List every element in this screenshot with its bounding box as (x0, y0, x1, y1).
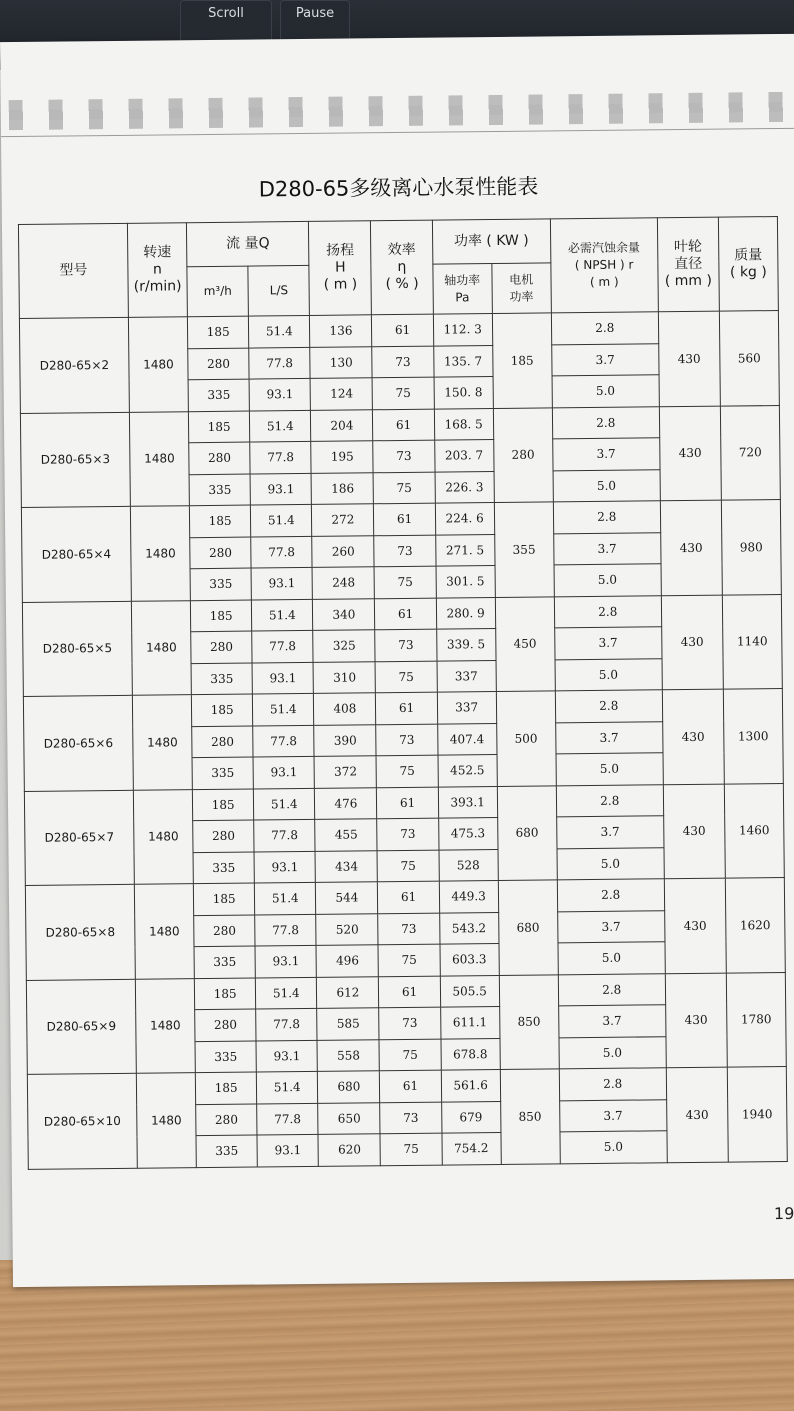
header-power: 功率 ( KW ) (432, 219, 551, 264)
impeller-cell: 430 (660, 500, 722, 595)
shaft-power-cell: 603.3 (440, 943, 499, 975)
header-rule (1, 128, 794, 137)
flow-ls-cell: 93.1 (257, 1134, 318, 1166)
head-cell: 124 (310, 378, 372, 410)
header-speed: 转速 n (r/min) (127, 223, 187, 318)
efficiency-cell: 73 (376, 724, 437, 756)
mass-cell: 560 (719, 311, 779, 406)
impeller-cell: 430 (658, 311, 720, 406)
mass-cell: 1780 (726, 972, 786, 1067)
shaft-power-cell: 452.5 (438, 754, 497, 786)
head-cell: 310 (313, 661, 375, 693)
flow-ls-cell: 93.1 (253, 756, 314, 788)
shaft-power-cell: 449.3 (439, 880, 498, 912)
mass-cell: 1140 (722, 594, 782, 689)
speed-cell: 1480 (136, 1073, 196, 1168)
table-row (22, 594, 781, 633)
header-head: 扬程 H ( m ) (309, 221, 372, 316)
speed-cell: 1480 (128, 317, 188, 412)
efficiency-cell: 75 (376, 755, 437, 787)
speed-cell: 1480 (132, 695, 192, 790)
head-cell: 620 (318, 1134, 380, 1166)
shaft-power-cell: 393.1 (438, 786, 497, 818)
shaft-power-cell: 678.8 (441, 1038, 500, 1070)
shaft-power-cell: 203. 7 (434, 440, 493, 472)
model-cell: D280-65×6 (23, 695, 133, 791)
impeller-cell: 430 (659, 406, 721, 501)
flow-m3h-cell: 335 (191, 663, 252, 695)
npsh-cell: 3.7 (557, 910, 664, 943)
efficiency-cell: 75 (375, 566, 436, 598)
speed-cell: 1480 (130, 506, 190, 601)
flow-m3h-cell: 280 (192, 726, 253, 758)
speed-cell: 1480 (135, 978, 195, 1073)
mass-cell: 1940 (727, 1066, 787, 1161)
head-cell: 136 (310, 315, 372, 347)
header-flow-ls: L/S (248, 265, 310, 316)
document-page (0, 34, 794, 1287)
shaft-power-cell: 112. 3 (433, 314, 492, 346)
npsh-cell: 2.8 (556, 784, 663, 817)
shaft-power-cell: 271. 5 (435, 534, 494, 566)
impeller-cell: 430 (664, 878, 726, 973)
flow-ls-cell: 51.4 (249, 315, 310, 347)
efficiency-cell: 75 (377, 850, 438, 882)
head-cell: 680 (318, 1071, 380, 1103)
npsh-cell: 5.0 (556, 753, 663, 786)
shaft-power-cell: 754.2 (442, 1132, 501, 1164)
flow-m3h-cell: 280 (188, 348, 249, 380)
efficiency-cell: 73 (377, 818, 438, 850)
head-cell: 520 (316, 913, 378, 945)
efficiency-cell: 73 (379, 1007, 440, 1039)
npsh-cell: 2.8 (558, 973, 665, 1006)
shaft-power-cell: 280. 9 (436, 597, 495, 629)
flow-m3h-cell: 280 (194, 915, 255, 947)
flow-ls-cell: 93.1 (252, 662, 313, 694)
head-cell: 204 (311, 409, 373, 441)
flow-ls-cell: 51.4 (253, 693, 314, 725)
npsh-cell: 5.0 (552, 375, 659, 408)
npsh-cell: 2.8 (557, 879, 664, 912)
table-body (19, 311, 787, 1169)
impeller-cell: 430 (663, 784, 725, 879)
flow-ls-cell: 51.4 (255, 882, 316, 914)
motor-power-cell: 680 (498, 880, 558, 975)
flow-ls-cell: 77.8 (255, 914, 316, 946)
flow-m3h-cell: 280 (193, 820, 254, 852)
efficiency-cell: 61 (379, 976, 440, 1008)
efficiency-cell: 61 (373, 409, 434, 441)
header-flow: 流 量Q (187, 221, 310, 266)
header-shaft-power: 轴功率 Pa (432, 264, 492, 315)
model-cell: D280-65×8 (25, 884, 135, 980)
shaft-power-cell: 337 (437, 691, 496, 723)
shaft-power-cell: 611.1 (440, 1006, 499, 1038)
model-cell: D280-65×10 (27, 1073, 137, 1169)
head-cell: 585 (317, 1008, 379, 1040)
model-cell: D280-65×2 (19, 317, 129, 413)
flow-m3h-cell: 280 (189, 442, 250, 474)
npsh-cell: 5.0 (559, 1036, 666, 1069)
shaft-power-cell: 407.4 (437, 723, 496, 755)
flow-m3h-cell: 185 (192, 789, 253, 821)
head-cell: 496 (316, 945, 378, 977)
shaft-power-cell: 528 (439, 849, 498, 881)
efficiency-cell: 73 (380, 1102, 441, 1134)
efficiency-cell: 73 (373, 440, 434, 472)
efficiency-cell: 61 (377, 787, 438, 819)
efficiency-cell: 75 (379, 1039, 440, 1071)
impeller-cell: 430 (661, 595, 723, 690)
flow-m3h-cell: 335 (188, 379, 249, 411)
shaft-power-cell: 475.3 (438, 817, 497, 849)
table-row (19, 311, 778, 350)
head-cell: 544 (316, 882, 378, 914)
model-cell: D280-65×5 (22, 601, 132, 697)
head-cell: 248 (312, 567, 374, 599)
table-row (20, 405, 779, 444)
shaft-power-cell: 561.6 (441, 1069, 500, 1101)
motor-power-cell: 355 (494, 502, 554, 597)
efficiency-cell: 61 (380, 1070, 441, 1102)
flow-m3h-cell: 280 (196, 1104, 257, 1136)
flow-ls-cell: 77.8 (249, 347, 310, 379)
npsh-cell: 5.0 (560, 1131, 667, 1164)
motor-power-cell: 450 (495, 596, 555, 691)
efficiency-cell: 75 (373, 377, 434, 409)
motor-power-cell: 185 (492, 313, 552, 408)
speed-cell: 1480 (134, 884, 194, 979)
flow-ls-cell: 93.1 (250, 473, 311, 505)
flow-ls-cell: 77.8 (254, 819, 315, 851)
npsh-cell: 3.7 (553, 532, 660, 565)
mass-cell: 1300 (723, 689, 783, 784)
head-cell: 408 (314, 693, 376, 725)
efficiency-cell: 73 (372, 346, 433, 378)
mass-cell: 720 (720, 405, 780, 500)
efficiency-cell: 73 (375, 629, 436, 661)
npsh-cell: 3.7 (555, 721, 662, 754)
motor-power-cell: 500 (496, 691, 556, 786)
head-cell: 260 (312, 535, 374, 567)
npsh-cell: 5.0 (557, 847, 664, 880)
flow-ls-cell: 93.1 (249, 378, 310, 410)
head-cell: 195 (311, 441, 373, 473)
flow-m3h-cell: 335 (189, 474, 250, 506)
speed-cell: 1480 (129, 411, 189, 506)
flow-ls-cell: 77.8 (251, 536, 312, 568)
table-row (21, 500, 780, 539)
efficiency-cell: 61 (378, 881, 439, 913)
table-row (26, 972, 785, 1011)
header-efficiency: 效率 η ( % ) (371, 220, 433, 315)
motor-power-cell: 280 (493, 407, 553, 502)
table-row (25, 877, 784, 916)
npsh-cell: 3.7 (551, 343, 658, 376)
head-cell: 390 (314, 724, 376, 756)
npsh-cell: 5.0 (558, 942, 665, 975)
header-mass: 质量 ( kg ) (718, 217, 778, 312)
flow-m3h-cell: 280 (195, 1009, 256, 1041)
head-cell: 476 (315, 787, 377, 819)
shaft-power-cell: 226. 3 (435, 471, 494, 503)
npsh-cell: 2.8 (559, 1068, 666, 1101)
mass-cell: 980 (721, 500, 781, 595)
npsh-cell: 2.8 (552, 406, 659, 439)
npsh-cell: 2.8 (554, 595, 661, 628)
table-row (27, 1066, 786, 1105)
flow-ls-cell: 93.1 (254, 851, 315, 883)
header-flow-m3h: m³/h (187, 266, 249, 317)
flow-m3h-cell: 185 (195, 1072, 256, 1104)
motor-power-cell: 680 (497, 785, 557, 880)
header-motor-power: 电机 功率 (492, 263, 552, 314)
flow-m3h-cell: 185 (193, 883, 254, 915)
shaft-power-cell: 135. 7 (433, 345, 492, 377)
flow-m3h-cell: 335 (193, 852, 254, 884)
header-impeller: 叶轮 直径 ( mm ) (657, 217, 719, 312)
head-cell: 558 (317, 1039, 379, 1071)
flow-m3h-cell: 335 (190, 568, 251, 600)
head-cell: 612 (317, 976, 379, 1008)
shaft-power-cell: 150. 8 (434, 377, 493, 409)
flow-ls-cell: 77.8 (253, 725, 314, 757)
npsh-cell: 2.8 (551, 312, 658, 345)
flow-m3h-cell: 335 (195, 1041, 256, 1073)
head-cell: 434 (315, 850, 377, 882)
npsh-cell: 5.0 (555, 658, 662, 691)
speed-cell: 1480 (131, 600, 191, 695)
motor-power-cell: 850 (500, 1069, 560, 1164)
page-title: D280-65多级离心水泵性能表 (258, 174, 539, 202)
flow-ls-cell: 51.4 (250, 410, 311, 442)
npsh-cell: 2.8 (553, 501, 660, 534)
efficiency-cell: 61 (376, 692, 437, 724)
efficiency-cell: 61 (375, 598, 436, 630)
flow-m3h-cell: 185 (187, 316, 248, 348)
flow-ls-cell: 77.8 (256, 1008, 317, 1040)
model-cell: D280-65×7 (24, 790, 134, 886)
npsh-cell: 3.7 (552, 438, 659, 471)
shaft-power-cell: 505.5 (440, 975, 499, 1007)
head-cell: 130 (310, 346, 372, 378)
flow-m3h-cell: 335 (192, 757, 253, 789)
npsh-cell: 3.7 (554, 627, 661, 660)
shaft-power-cell: 301. 5 (436, 566, 495, 598)
shaft-power-cell: 679 (441, 1101, 500, 1133)
model-cell: D280-65×9 (26, 979, 136, 1075)
flow-m3h-cell: 280 (190, 537, 251, 569)
flow-m3h-cell: 185 (194, 978, 255, 1010)
head-cell: 325 (313, 630, 375, 662)
shaft-power-cell: 543.2 (439, 912, 498, 944)
table-row (24, 783, 783, 822)
impeller-cell: 430 (662, 689, 724, 784)
head-cell: 650 (318, 1102, 380, 1134)
flow-m3h-cell: 335 (196, 1135, 257, 1167)
flow-ls-cell: 93.1 (256, 1040, 317, 1072)
scroll-key: Scroll (180, 0, 272, 46)
mass-cell: 1620 (725, 877, 785, 972)
page-number: 19 (773, 1203, 794, 1224)
npsh-cell: 5.0 (553, 469, 660, 502)
header-model: 型号 (18, 223, 128, 318)
efficiency-cell: 73 (378, 913, 439, 945)
flow-m3h-cell: 185 (190, 600, 251, 632)
efficiency-cell: 61 (374, 503, 435, 535)
efficiency-cell: 75 (380, 1133, 441, 1165)
head-cell: 340 (313, 598, 375, 630)
flow-ls-cell: 51.4 (257, 1071, 318, 1103)
table-row (23, 689, 782, 728)
shaft-power-cell: 339. 5 (436, 629, 495, 661)
flow-ls-cell: 51.4 (254, 788, 315, 820)
model-cell: D280-65×4 (21, 506, 131, 602)
flow-ls-cell: 77.8 (252, 630, 313, 662)
flow-m3h-cell: 280 (191, 631, 252, 663)
npsh-cell: 5.0 (554, 564, 661, 597)
efficiency-cell: 75 (378, 944, 439, 976)
head-cell: 186 (311, 472, 373, 504)
performance-table (18, 216, 788, 1169)
flow-ls-cell: 51.4 (251, 504, 312, 536)
flow-m3h-cell: 335 (194, 946, 255, 978)
efficiency-cell: 61 (372, 314, 433, 346)
speed-cell: 1480 (133, 789, 193, 884)
impeller-cell: 430 (666, 1067, 728, 1162)
pause-key: Pause (280, 0, 350, 46)
npsh-cell: 3.7 (558, 1005, 665, 1038)
flow-ls-cell: 51.4 (252, 599, 313, 631)
npsh-cell: 3.7 (556, 816, 663, 849)
flow-ls-cell: 93.1 (251, 567, 312, 599)
flow-ls-cell: 51.4 (256, 977, 317, 1009)
impeller-cell: 430 (665, 973, 727, 1068)
flow-m3h-cell: 185 (191, 694, 252, 726)
head-cell: 372 (314, 756, 376, 788)
flow-ls-cell: 93.1 (255, 945, 316, 977)
flow-ls-cell: 77.8 (257, 1103, 318, 1135)
mass-cell: 1460 (724, 783, 784, 878)
efficiency-cell: 73 (374, 535, 435, 567)
head-cell: 272 (312, 504, 374, 536)
efficiency-cell: 75 (374, 472, 435, 504)
model-cell: D280-65×3 (20, 412, 130, 508)
npsh-cell: 3.7 (559, 1099, 666, 1132)
shaft-power-cell: 337 (437, 660, 496, 692)
head-cell: 455 (315, 819, 377, 851)
shaft-power-cell: 224. 6 (435, 503, 494, 535)
efficiency-cell: 75 (376, 661, 437, 693)
motor-power-cell: 850 (499, 974, 559, 1069)
shaft-power-cell: 168. 5 (434, 408, 493, 440)
flow-m3h-cell: 185 (188, 411, 249, 443)
flow-m3h-cell: 185 (189, 505, 250, 537)
flow-ls-cell: 77.8 (250, 441, 311, 473)
npsh-cell: 2.8 (555, 690, 662, 723)
header-npsh: 必需汽蚀余量 ( NPSH ) r ( m ) (550, 218, 658, 313)
